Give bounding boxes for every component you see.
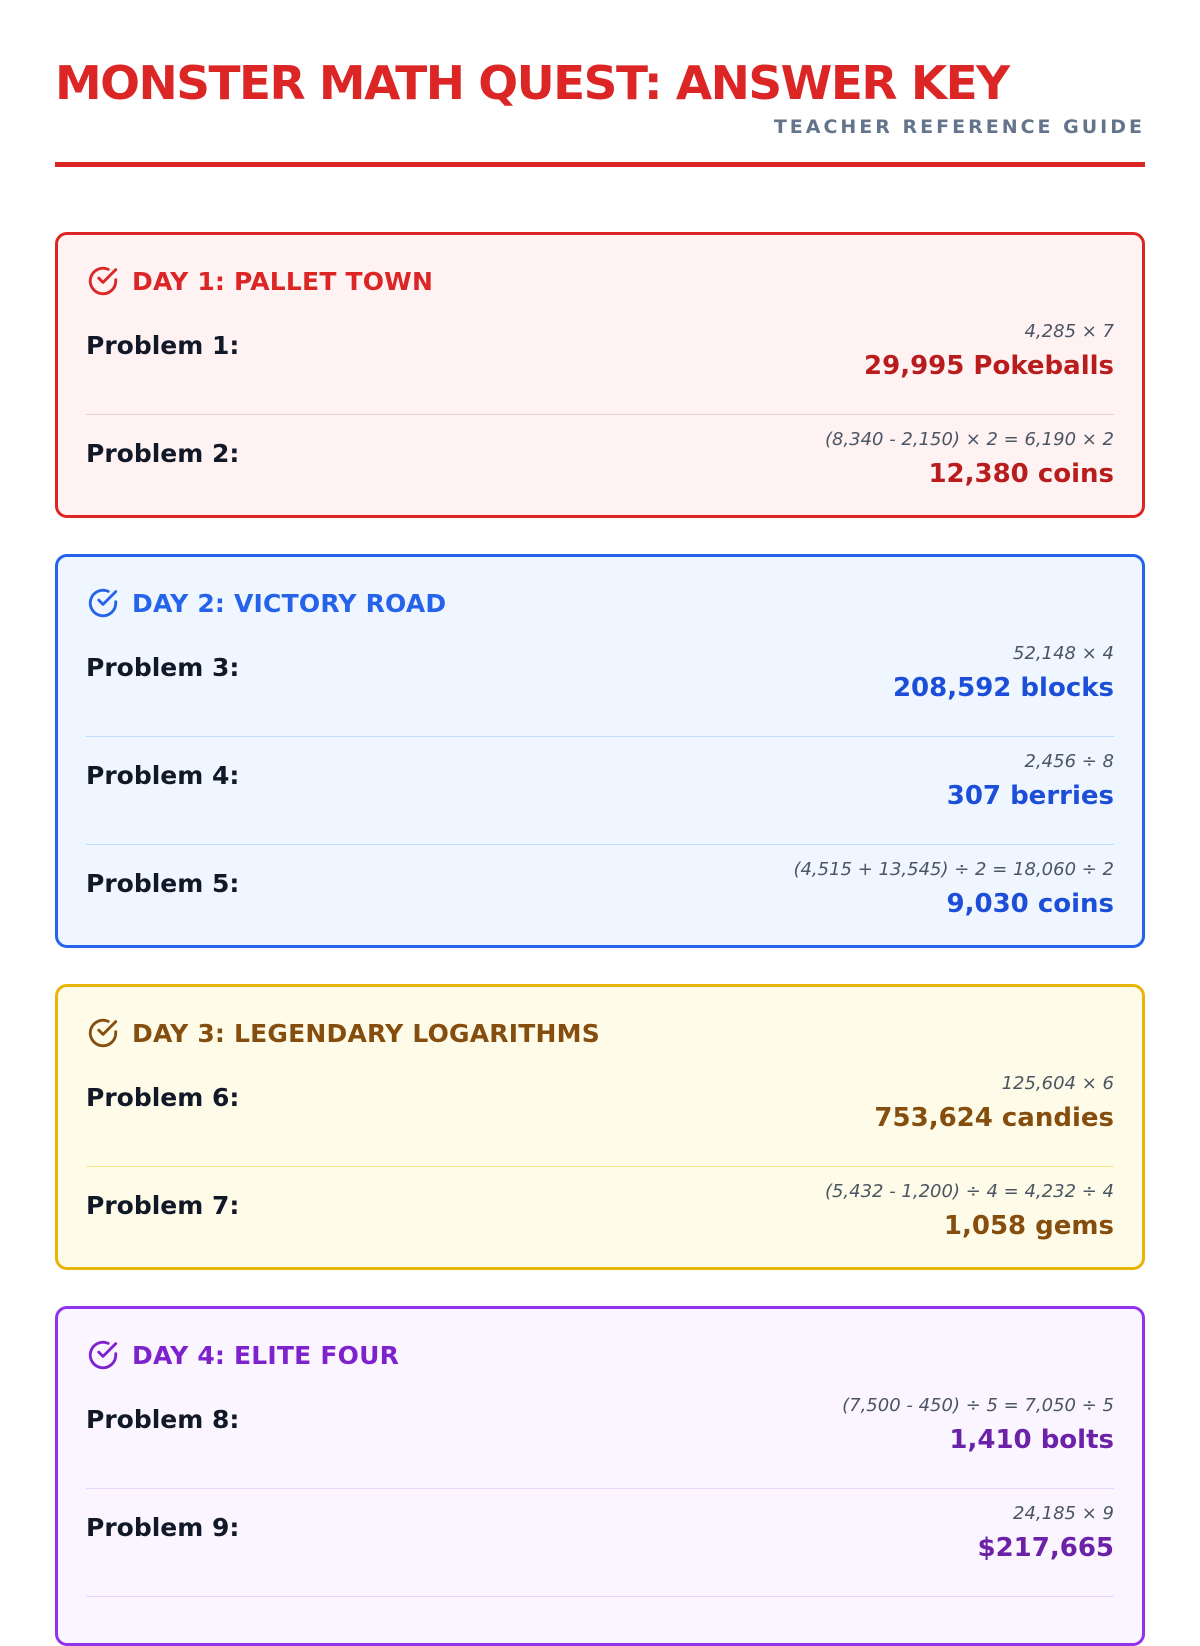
problem-row	[86, 1059, 1114, 1167]
problem-row	[86, 307, 1114, 415]
problem-work: (7,500 - 450) ÷ 5 = 7,050 ÷ 5	[842, 1395, 1114, 1416]
problem-answer: $217,665	[977, 1533, 1114, 1563]
problem-label: Problem 3:	[86, 653, 240, 682]
problem-row	[86, 415, 1114, 523]
day-title: DAY 1: PALLET TOWN	[132, 266, 434, 296]
problem-answer: 12,380 coins	[928, 459, 1114, 489]
day-card-1	[55, 232, 1145, 518]
day-title: DAY 4: ELITE FOUR	[132, 1340, 400, 1370]
problem-work: 24,185 × 9	[1013, 1503, 1114, 1524]
problem-row	[86, 1381, 1114, 1489]
page-title: MONSTER MATH QUEST: ANSWER KEY	[55, 56, 1009, 110]
check-circle-icon	[86, 1338, 120, 1372]
day-header	[86, 577, 1114, 629]
problem-answer: 208,592 blocks	[892, 673, 1114, 703]
header-divider	[55, 162, 1145, 167]
problem-label: Problem 7:	[86, 1191, 240, 1220]
problem-label: Problem 1:	[86, 331, 240, 360]
day-card-2	[55, 554, 1145, 948]
problem-answer: 9,030 coins	[946, 889, 1114, 919]
problem-row	[86, 737, 1114, 845]
page-subtitle: TEACHER REFERENCE GUIDE	[773, 116, 1145, 138]
problem-answer: 307 berries	[946, 781, 1114, 811]
day-title: DAY 3: LEGENDARY LOGARITHMS	[132, 1018, 600, 1048]
problem-answer: 29,995 Pokeballs	[864, 351, 1114, 381]
problem-row	[86, 1167, 1114, 1275]
problem-label: Problem 9:	[86, 1513, 240, 1542]
problem-work: 2,456 ÷ 8	[1024, 751, 1114, 772]
check-circle-icon	[86, 1016, 120, 1050]
day-card-3	[55, 984, 1145, 1270]
problem-work: 4,285 × 7	[1024, 321, 1114, 342]
problem-answer: 1,410 bolts	[949, 1425, 1114, 1455]
problem-row	[86, 845, 1114, 953]
problem-answer: 753,624 candies	[874, 1103, 1114, 1133]
day-header	[86, 255, 1114, 307]
problem-row	[86, 629, 1114, 737]
problem-work: 52,148 × 4	[1013, 643, 1114, 664]
problem-label: Problem 2:	[86, 439, 240, 468]
day-header	[86, 1007, 1114, 1059]
check-circle-icon	[86, 586, 120, 620]
problem-work: (4,515 + 13,545) ÷ 2 = 18,060 ÷ 2	[793, 859, 1114, 880]
day-title: DAY 2: VICTORY ROAD	[132, 588, 447, 618]
day-header	[86, 1329, 1114, 1381]
problem-work: (8,340 - 2,150) × 2 = 6,190 × 2	[824, 429, 1114, 450]
answer-key-page	[55, 0, 1145, 1563]
problem-label: Problem 6:	[86, 1083, 240, 1112]
problem-row	[86, 1489, 1114, 1597]
day-card-4	[55, 1306, 1145, 1646]
problem-label: Problem 5:	[86, 869, 240, 898]
problem-work: 125,604 × 6	[1001, 1073, 1114, 1094]
problem-label: Problem 8:	[86, 1405, 240, 1434]
problem-label: Problem 4:	[86, 761, 240, 790]
problem-work: (5,432 - 1,200) ÷ 4 = 4,232 ÷ 4	[824, 1181, 1114, 1202]
problem-answer: 1,058 gems	[943, 1211, 1114, 1241]
check-circle-icon	[86, 264, 120, 298]
